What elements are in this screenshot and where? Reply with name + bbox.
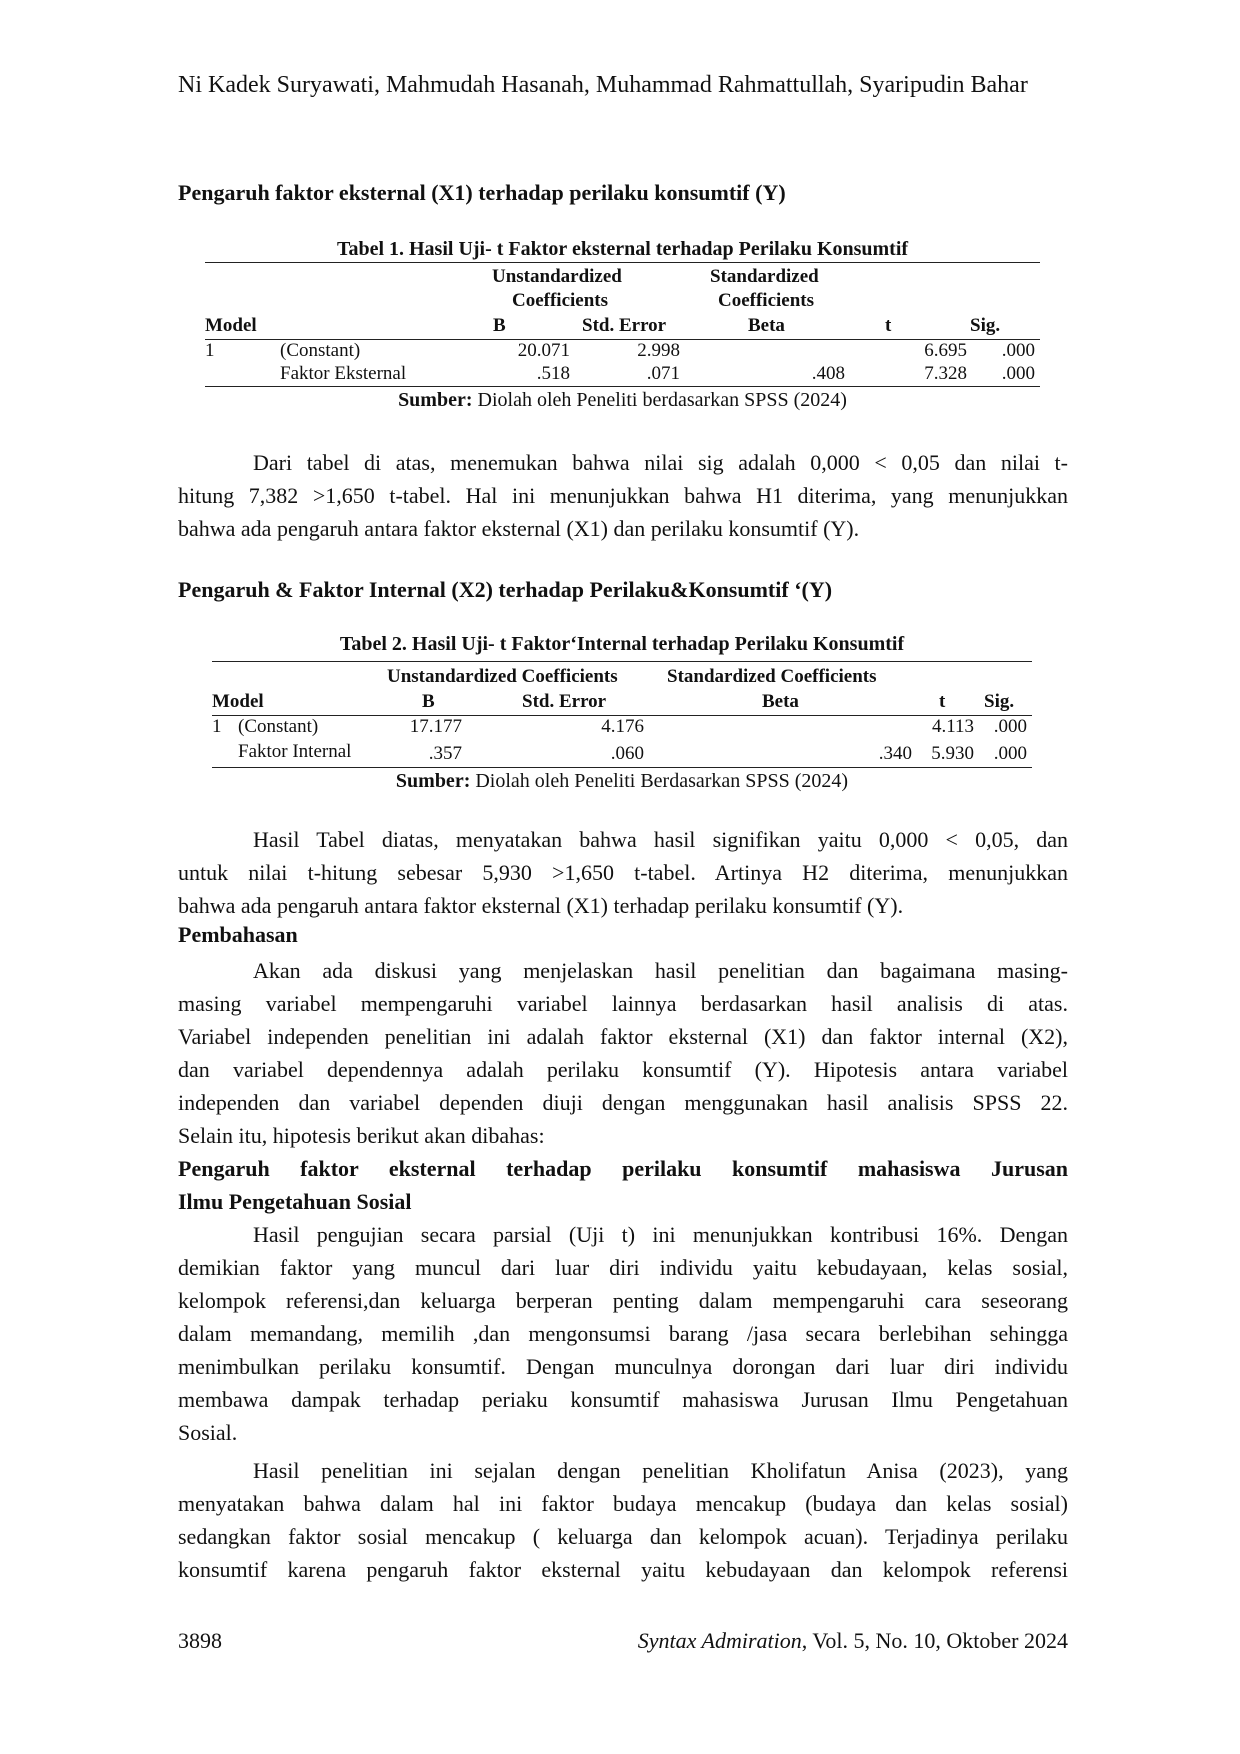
journal-footer <box>638 1628 1068 1654</box>
table1-row1-t: 6.695 <box>924 340 967 361</box>
paragraph-line: demikian faktor yang muncul dari luar diri individu yaitu kebudayaan, kelas sosial, <box>178 1255 1068 1280</box>
paragraph-line: independen dan variabel dependen diuji dengan menggunakan hasil analisis SPSS 22. <box>178 1090 1068 1115</box>
heading-line: Pengaruh faktor eksternal terhadap perilaku konsumtif mahasiswa Jurusan <box>178 1156 1068 1181</box>
table1-bottom-rule <box>205 386 1040 387</box>
table1-row2-name: Faktor Eksternal <box>280 363 407 384</box>
table1-header-beta: Beta <box>748 315 785 336</box>
table1-source-text: Diolah oleh Peneliti berdasarkan SPSS (2024) <box>472 389 847 411</box>
table1-row2-sig: .000 <box>1001 363 1035 384</box>
paragraph-line: menimbulkan perilaku konsumtif. Dengan munculnya dorongan dari luar diri individu <box>178 1354 1068 1379</box>
journal-name: Syntax Admiration <box>637 1628 802 1653</box>
table2-header-sig: Sig. <box>984 691 1015 712</box>
page-number: 3898 <box>178 1628 222 1653</box>
paragraph-line: sedangkan faktor sosial mencakup ( keluarga dan kelompok acuan). Terjadinya perilaku <box>178 1524 1068 1549</box>
paragraph-line: Hasil Tabel diatas, menyatakan bahwa hasil signifikan yaitu 0,000 < 0,05, dan <box>253 827 1068 852</box>
table1-row2-se: .071 <box>646 363 680 384</box>
table2-row2-se: .060 <box>610 743 644 764</box>
paragraph-line: konsumtif karena pengaruh faktor eksternal yaitu kebudayaan dan kelompok referensi <box>178 1557 1068 1582</box>
table1-row1-se: 2.998 <box>637 340 680 361</box>
paragraph-line: masing variabel mempengaruhi variabel lainnya berdasarkan hasil analisis di atas. <box>178 991 1068 1016</box>
paragraph-line: Variabel independen penelitian ini adalah faktor eksternal (X1) dan faktor internal (X2), <box>178 1024 1068 1049</box>
table1 <box>205 262 1040 387</box>
table1-header-b: B <box>493 315 506 336</box>
paragraph-line: menyatakan bahwa dalam hal ini faktor budaya mencakup (budaya dan kelas sosial) <box>178 1491 1068 1516</box>
table1-header-t: t <box>885 315 892 336</box>
paragraph-line: Hasil pengujian secara parsial (Uji t) ini menunjukkan kontribusi 16%. Dengan <box>253 1222 1068 1247</box>
table2-row1-name: (Constant) <box>238 716 319 737</box>
table2 <box>212 661 1032 768</box>
section-heading-eksternal <box>178 1152 1068 1218</box>
table2-header-beta: Beta <box>762 691 799 712</box>
table1-header-standardized: Standardized <box>710 266 819 287</box>
paragraph-line: Hasil penelitian ini sejalan dengan penelitian Kholifatun Anisa (2023), yang <box>253 1458 1068 1483</box>
table2-row2-t: 5.930 <box>931 743 974 764</box>
paragraph-table2-result <box>178 823 1068 922</box>
table1-header-model: Model <box>205 315 257 336</box>
paragraph-table1-result <box>178 446 1068 545</box>
section-heading-x1: Pengaruh faktor eksternal (X1) terhadap perilaku konsumtif (Y) <box>178 180 786 205</box>
heading-line: Ilmu Pengetahuan Sosial <box>178 1189 412 1214</box>
table1-header-sig: Sig. <box>970 315 1001 336</box>
table2-bottom-rule <box>212 767 1032 768</box>
table1-row1-sig: .000 <box>1001 340 1035 361</box>
section-heading-x2: Pengaruh & Faktor Internal (X2) terhadap Perilaku&Konsumtif ‘(Y) <box>178 577 833 602</box>
paragraph-kontribusi <box>178 1218 1068 1449</box>
section-heading-pembahasan: Pembahasan <box>178 922 298 947</box>
table1-header-std-error: Std. Error <box>582 315 667 336</box>
paragraph-line: kelompok referensi,dan keluarga berperan penting dalam mempengaruhi cara seseorang <box>178 1288 1068 1313</box>
running-header: Ni Kadek Suryawati, Mahmudah Hasanah, Muhammad Rahmattullah, Syaripudin Bahar <box>178 72 1028 98</box>
table2-header-unstandardized: Unstandardized Coefficients <box>387 666 618 687</box>
table2-source-label: Sumber: <box>395 770 471 792</box>
table2-header-t: t <box>939 691 946 712</box>
table2-row1-se: 4.176 <box>601 716 644 737</box>
table1-row1-b: 20.071 <box>517 340 570 361</box>
table1-caption: Tabel 1. Hasil Uji- t Faktor eksternal terhadap Perilaku Konsumtif <box>336 238 909 260</box>
table1-header-std-coefficients: Coefficients <box>718 290 815 311</box>
paragraph-sejalan <box>178 1454 1068 1586</box>
table2-header-standardized: Standardized Coefficients <box>667 666 877 687</box>
paragraph-line: bahwa ada pengaruh antara faktor eksternal (X1) terhadap perilaku konsumtif (Y). <box>178 893 904 918</box>
table1-header-unstandardized: Unstandardized <box>492 266 622 287</box>
table2-source-text: Diolah oleh Peneliti Berdasarkan SPSS (2024) <box>470 770 849 792</box>
table2-header-model: Model <box>212 691 264 712</box>
table2-row1-sig: .000 <box>993 716 1027 737</box>
paragraph-line: dan variabel dependennya adalah perilaku konsumtif (Y). Hipotesis antara variabel <box>178 1057 1068 1082</box>
paragraph-line: Akan ada diskusi yang menjelaskan hasil penelitian dan bagaimana masing- <box>253 958 1068 983</box>
table2-row2-sig: .000 <box>993 743 1027 764</box>
table1-row2-beta: .408 <box>811 363 845 384</box>
table1-row1-model: 1 <box>205 340 215 361</box>
paragraph-line: membawa dampak terhadap periaku konsumtif mahasiswa Jurusan Ilmu Pengetahuan <box>178 1387 1068 1412</box>
table2-row2-name: Faktor Internal <box>238 741 352 762</box>
paragraph-line: Selain itu, hipotesis berikut akan dibahas: <box>178 1123 545 1148</box>
paragraph-pembahasan <box>178 954 1068 1152</box>
table2-row1-b: 17.177 <box>409 716 462 737</box>
table2-source <box>212 770 1032 793</box>
table1-row1-name: (Constant) <box>280 340 361 361</box>
paragraph-line: Dari tabel di atas, menemukan bahwa nilai sig adalah 0,000 < 0,05 dan nilai t- <box>253 450 1068 475</box>
table2-row1-t: 4.113 <box>931 716 974 737</box>
table1-top-rule <box>205 262 1040 263</box>
table1-row2-t: 7.328 <box>924 363 967 384</box>
table2-top-rule <box>212 661 1032 662</box>
table1-source <box>205 389 1040 412</box>
paragraph-line: hitung 7,382 >1,650 t-tabel. Hal ini menunjukkan bahwa H1 diterima, yang menunjukkan <box>178 483 1068 508</box>
table1-header-coefficients: Coefficients <box>512 290 609 311</box>
table2-row2-beta: .340 <box>878 743 912 764</box>
journal-issue: , Vol. 5, No. 10, Oktober 2024 <box>801 1628 1068 1653</box>
table2-row1-model: 1 <box>212 716 222 737</box>
paragraph-line: Sosial. <box>178 1420 238 1445</box>
table1-source-label: Sumber: <box>398 389 473 411</box>
paragraph-line: untuk nilai t-hitung sebesar 5,930 >1,650 t-tabel. Artinya H2 diterima, menunjukkan <box>178 860 1068 885</box>
table2-header-std-error: Std. Error <box>522 691 607 712</box>
paragraph-line: bahwa ada pengaruh antara faktor eksternal (X1) dan perilaku konsumtif (Y). <box>178 516 860 541</box>
paragraph-line: dalam memandang, memilih ,dan mengonsumsi barang /jasa secara berlebihan sehingga <box>178 1321 1068 1346</box>
table1-row2-b: .518 <box>536 363 570 384</box>
table2-row2-b: .357 <box>428 743 462 764</box>
table2-header-b: B <box>422 691 435 712</box>
table2-caption: Tabel 2. Hasil Uji- t Faktor‘Internal terhadap Perilaku Konsumtif <box>339 633 905 655</box>
